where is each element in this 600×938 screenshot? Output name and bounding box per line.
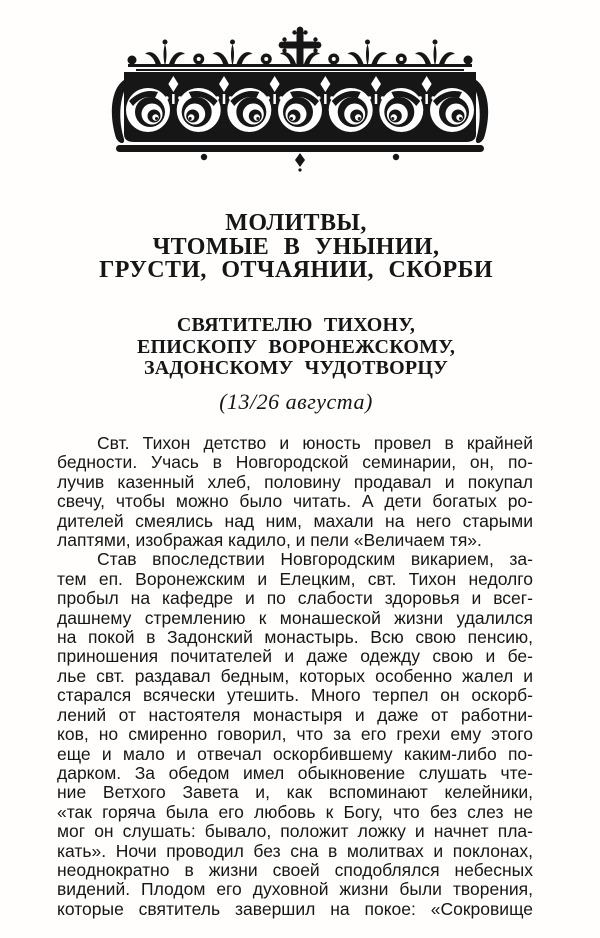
text-line: лений от настоятеля монастыря и даже от работни-	[57, 704, 533, 725]
text-line: видений. Плодом его духовной жизни были творения,	[57, 879, 533, 900]
text-line: неоднократно в жизни своей сподоблялся небесных	[57, 859, 533, 880]
text-line: Свт. Тихон детство и юность провел в крайней	[97, 433, 533, 453]
cross-icon	[279, 27, 322, 67]
subtitle-line: ЗАДОНСКОМУ ЧУДОТВОРЦУ	[144, 357, 448, 379]
text-line: дителей смеялись над ним, махали на него старыми	[57, 510, 533, 531]
text-line: лучив казенный хлеб, половину продавал и покупал	[57, 471, 533, 492]
text-line: ков, но смиренно говорил, что за его грехи ему этого	[57, 724, 533, 745]
text-line: дашнему стремлению к монашеской жизни удалился	[57, 607, 533, 628]
body-paragraph	[57, 550, 533, 919]
text-line: лье свт. раздавал бедным, которых особенно жалел и	[57, 665, 533, 686]
text-line: «так горяча была его любовь к Богу, что без слез не	[57, 801, 533, 822]
text-line: Став впоследствии Новгородским викарием, за-	[97, 549, 533, 570]
text-line: пробыл на кафедре и по слабости здоровья и всег-	[57, 588, 533, 609]
text-line: еще и мало и отвечал оскорбившему каким-либо по-	[57, 743, 533, 764]
subtitle-line: СВЯТИТЕЛЮ ТИХОНУ,	[176, 314, 416, 336]
header-ornament-graphic	[108, 26, 492, 172]
text-line: которые святитель завершил на покое: «Сокровище	[57, 898, 533, 919]
body-paragraph	[57, 434, 533, 550]
title-line: МОЛИТВЫ,	[225, 210, 367, 236]
subtitle-line: ЕПИСКОПУ ВОРОНЕЖСКОМУ,	[136, 335, 456, 358]
text-line: тем еп. Воронежским и Елецким, свт. Тихон недолго	[57, 568, 533, 589]
text-line: мог он слушать: бывало, положит ложку и начнет пла-	[57, 821, 533, 842]
text-line: на покой в Задонский монастырь. Всю свою пенсию,	[57, 627, 533, 648]
text-line: приношения почитателей и даже одежду свою и бе-	[57, 646, 533, 667]
text-line: свечу, чтобы можно было читать. А дети богатых ро-	[57, 491, 533, 512]
section-title	[57, 315, 535, 380]
text-line: ние Ветхого Завета и, как вспоминают келейники,	[57, 782, 533, 803]
feast-date: (13/26 августа)	[219, 389, 373, 414]
page-title	[57, 212, 535, 283]
title-line: ЧТОМЫЕ В УНЫНИИ,	[152, 233, 440, 260]
text-line: бедности. Учась в Новгородской семинарии, он, по-	[57, 452, 533, 473]
text-line: кать». Ночи проводил без сна в молитвах и поклонах,	[57, 840, 533, 861]
text-line: старался всячески утешить. Много терпел он оскорб-	[57, 685, 533, 706]
title-line: ГРУСТИ, ОТЧАЯНИИ, СКОРБИ	[99, 257, 493, 283]
body-text	[57, 434, 533, 919]
text-line: дарком. За обедом имел обыкновение слушать чте-	[57, 762, 533, 783]
text-line: лаптями, изображая кадило, и пели «Величаем тя».	[57, 530, 482, 551]
